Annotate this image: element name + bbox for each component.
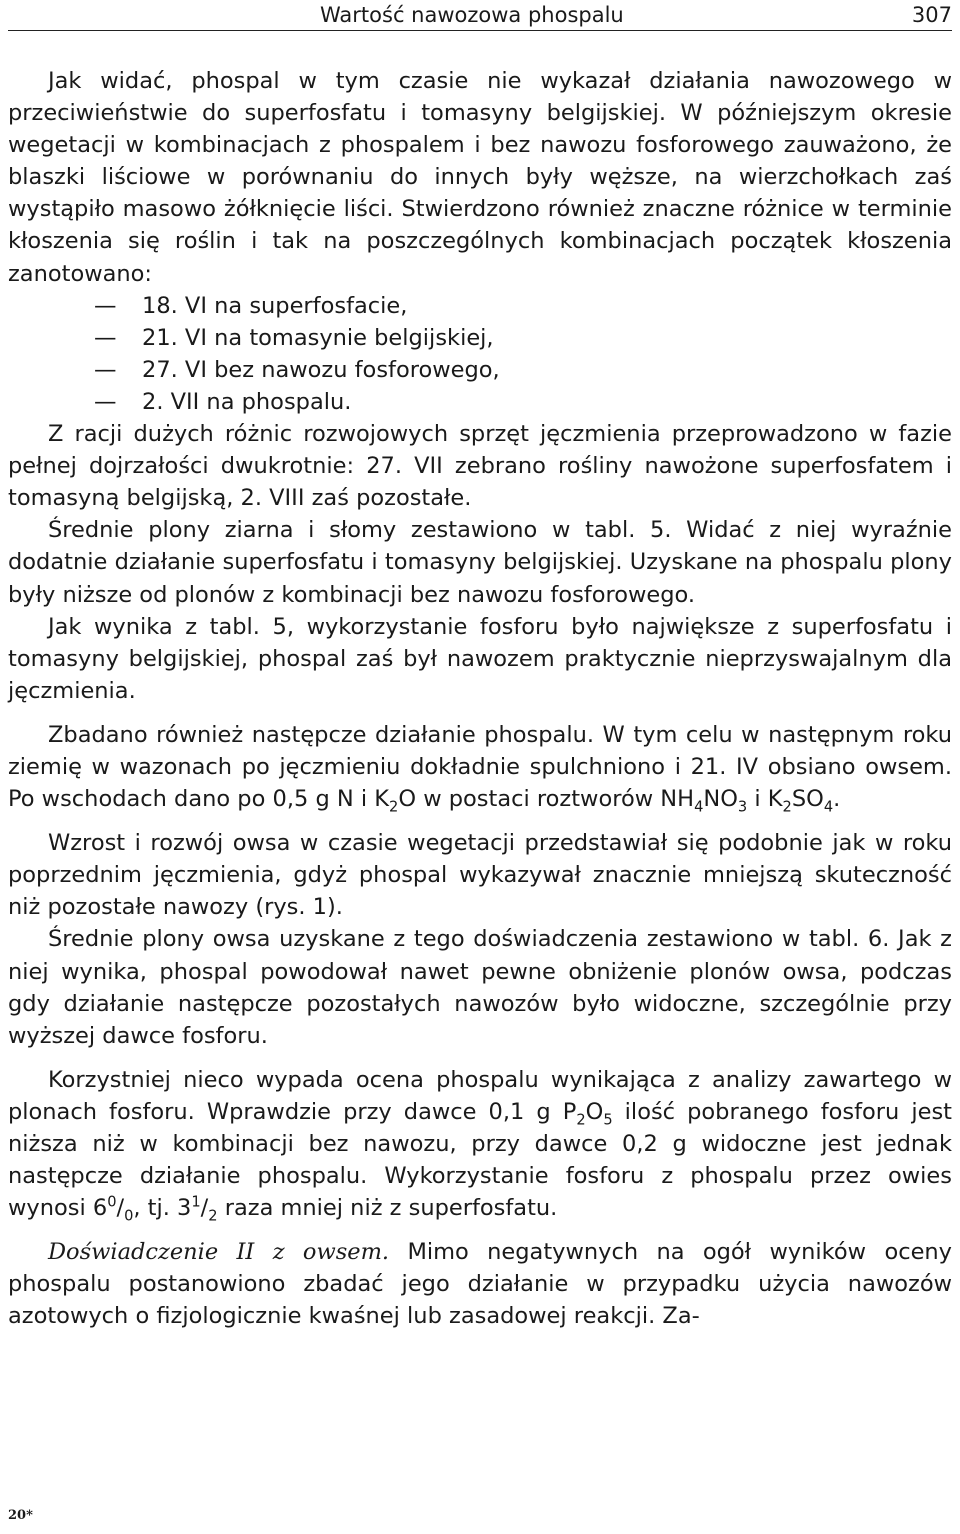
paragraph-4: Jak wynika z tabl. 5, wykorzystanie fosforu było największe z superfosfatu i tomasyny belgijskiej, phospal zaś był nawozem praktycznie nieprzyswajalnym dla jęczmienia. bbox=[8, 613, 952, 704]
paragraph-9: Doświadczenie II z owsem. Mimo negatywnych na ogół wyników oceny phospalu postanowiono zbadać jego działanie w przypadku użycia nawozów azotowych o fizjologicznie kwaśnej lub zasadowej reakcji. Za- bbox=[8, 1239, 952, 1330]
paragraph-5: Zbadano również następcze działanie phospalu. W tym celu w następnym roku ziemię w wazonach po jęczmieniu dokładnie spulchniono i 21. IV obsiano owsem. Po wschodach dano po 0,5 g N i $K_2O$ w postaci roztworów $NH_4NO_3$ i $K_2SO_4$. bbox=[8, 721, 952, 816]
running-title: Wartość nawozowa phospalu bbox=[320, 3, 624, 27]
heading-dates-list bbox=[8, 290, 952, 418]
running-header bbox=[8, 0, 952, 31]
list-item: — 21. VI na tomasynie belgijskiej, bbox=[94, 324, 494, 351]
paragraph-3: Średnie plony ziarna i słomy zestawiono w tabl. 5. Widać z niej wyraźnie dodatnie działanie superfosfatu i tomasyny belgijskiej. Uzyskane na phospalu plony były niższe od plonów z kombinacji bez nawozu fosforowego. bbox=[8, 517, 952, 608]
section-heading-italic: Doświadczenie II z owsem. bbox=[48, 1239, 390, 1266]
signature-mark: 20* bbox=[8, 1508, 33, 1523]
paragraph-6: Wzrost i rozwój owsa w czasie wegetacji przedstawiał się podobnie jak w roku poprzednim jęczmienia, gdyż phospal wykazywał znacznie mniejszą skuteczność niż pozostałe nawozy (rys. 1). bbox=[8, 830, 952, 921]
list-item: — 27. VI bez nawozu fosforowego, bbox=[94, 356, 500, 383]
paragraph-7: Średnie plony owsa uzyskane z tego doświadczenia zestawiono w tabl. 6. Jak z niej wynika, phospal powodował nawet pewne obniżenie plonów owsa, podczas gdy działanie następcze pozostałych nawozów było widoczne, szczególnie przy wyższej dawce fosforu. bbox=[8, 926, 952, 1049]
paragraph-1: Jak widać, phospal w tym czasie nie wykazał działania nawozowego w przeciwieństwie do superfosfatu i tomasyny belgijskiej. W późniejszym okresie wegetacji w kombinacjach z phospalem i bez nawozu fosforowego zauważono, że blaszki liściowe w porównaniu do innych były węższe, na wierzchołkach zaś wystąpiło masowo żółknięcie liści. Stwierdzono również znaczne różnice w terminie kłoszenia się roślin i tak na poszczególnych kombinacjach początek kłoszenia zanotowano: bbox=[8, 68, 952, 287]
list-item: — 2. VII na phospalu. bbox=[94, 388, 352, 415]
paragraph-2: Z racji dużych różnic rozwojowych sprzęt jęczmienia przeprowadzono w fazie pełnej dojrzałości dwukrotnie: 27. VII zebrano rośliny nawożone superfosfatem i tomasyną belgijską, 2. VIII zaś pozostałe. bbox=[8, 421, 952, 512]
document-body bbox=[8, 65, 952, 1333]
list-item: — 18. VI na superfosfacie, bbox=[94, 292, 408, 319]
paragraph-8: Korzystniej nieco wypada ocena phospalu wynikająca z analizy zawartego w plonach fosforu. Wprawdzie przy dawce 0,1 g $P_2O_5$ ilość pobranego fosforu jest niższa niż w kombinacji bez nawozu, przy dawce 0,2 g widoczne jest jednak następcze działanie phospalu. Wykorzystanie fosforu z phospalu przez owies wynosi $6^0/_0$, tj. $3^1/_2$ raza mniej niż z superfosfatu. bbox=[8, 1066, 952, 1225]
page-number: 307 bbox=[911, 3, 952, 27]
